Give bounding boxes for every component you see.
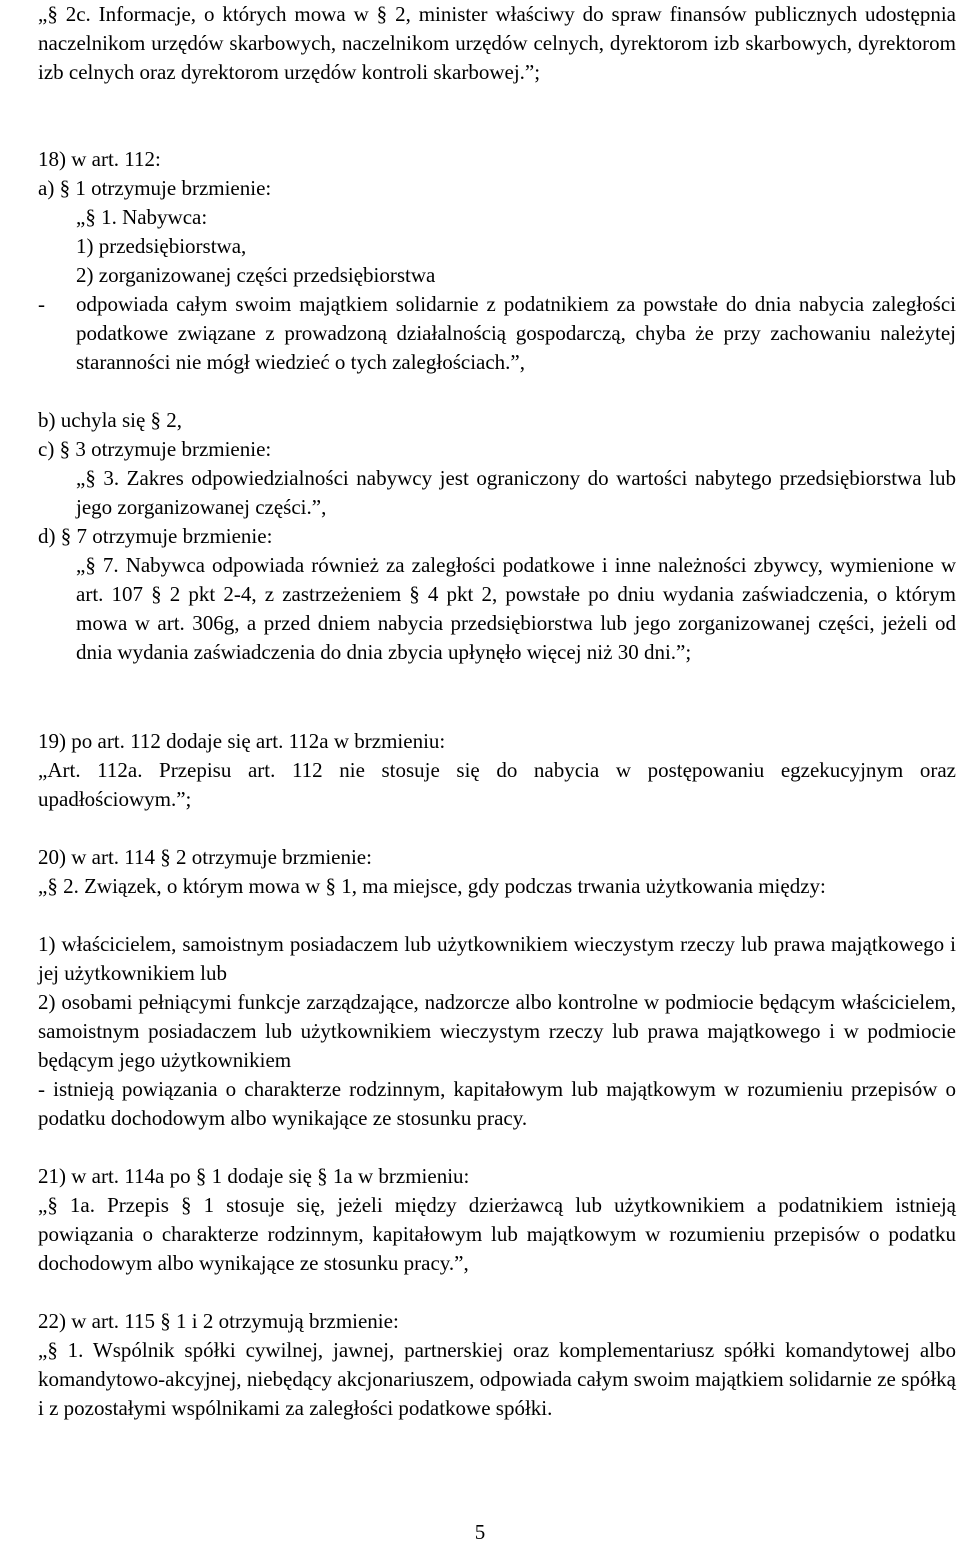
list-item-1: 1) przedsiębiorstwa,	[76, 234, 247, 258]
dash-clause-1	[38, 290, 956, 377]
dash-marker: -	[38, 292, 45, 316]
para-3-text: „§ 3. Zakres odpowiedzialności nabywcy jest ograniczony do wartości nabytego przedsiębiorstwa lub jego zorganizowanej części.”,	[76, 466, 956, 519]
dash-clause-text: odpowiada całym swoim majątkiem solidarnie z podatnikiem za powstałe do dnia nabycia zaległości podatkowe związane z prowadzoną działalnością gospodarczą, chyba że przy zachowaniu należytej staranności nie mógł wiedzieć o tych zaległościach.”,	[76, 292, 956, 374]
paragraph-2c: „§ 2c. Informacje, o których mowa w § 2, minister właściwy do spraw finansów publicznych udostępnia naczelnikom urzędów skarbowych, naczelnikom urzędów celnych, dyrektorom izb skarbowych, dyrektorom izb celnych oraz dyrektorom urzędów kontroli skarbowej.”;	[38, 2, 956, 84]
list-item-2: 2) zorganizowanej części przedsiębiorstwa	[76, 263, 436, 287]
item-18b: b) uchyla się § 2,	[38, 408, 183, 432]
para-7-text: „§ 7. Nabywca odpowiada również za zaległości podatkowe i inne należności zbywcy, wymienione w art. 107 § 2 pkt 2-4, z zastrzeżeniem § 4 pkt 2, powstałe po dniu wydania zaświadczenia, o którym mowa w art. 306g, a przed dniem nabycia przedsiębiorstwa lub jego zorganizowanej części, jeżeli od dnia wydania zaświadczenia do dnia zbycia upłynęło więcej niż 30 dni.”;	[76, 553, 956, 664]
item-21-heading: 21) w art. 114a po § 1 dodaje się § 1a w brzmieniu:	[38, 1164, 470, 1188]
item-19-heading: 19) po art. 112 dodaje się art. 112a w brzmieniu:	[38, 729, 446, 753]
zwiazek-item-1: 1) właścicielem, samoistnym posiadaczem lub użytkownikiem wieczystym rzeczy lub prawa majątkowego i jej użytkownikiem lub	[38, 932, 956, 985]
item-22-heading: 22) w art. 115 § 1 i 2 otrzymują brzmienie:	[38, 1309, 399, 1333]
zwiazek-item-2: 2) osobami pełniącymi funkcje zarządzające, nadzorcze albo kontrolne w podmiocie będącym właścicielem, samoistnym posiadaczem lub użytkownikiem wieczystym rzeczy lub prawa majątkowego i w podmiocie będącym jego użytkownikiem	[38, 990, 956, 1072]
para-1a-text: „§ 1a. Przepis § 1 stosuje się, jeżeli między dzierżawcą lub użytkownikiem a podatnikiem istnieją powiązania o charakterze rodzinnym, kapitałowym lub majątkowym w rozumieniu przepisów o podatku dochodowym albo wynikające ze stosunku pracy.”,	[38, 1193, 956, 1275]
item-18d: d) § 7 otrzymuje brzmienie:	[38, 524, 273, 548]
item-20-heading: 20) w art. 114 § 2 otrzymuje brzmienie:	[38, 845, 372, 869]
para-2-zwiazek: „§ 2. Związek, o którym mowa w § 1, ma miejsce, gdy podczas trwania użytkowania między:	[38, 874, 826, 898]
zwiazek-dash-clause: - istnieją powiązania o charakterze rodzinnym, kapitałowym lub majątkowym w rozumieniu przepisów o podatku dochodowym albo wynikające ze stosunku pracy.	[38, 1077, 956, 1130]
item-18c: c) § 3 otrzymuje brzmienie:	[38, 437, 272, 461]
art-112a-text: „Art. 112a. Przepisu art. 112 nie stosuje się do nabycia w postępowaniu egzekucyjnym oraz upadłościowym.”;	[38, 758, 956, 811]
page-number: 5	[474, 1520, 486, 1544]
item-18-heading: 18) w art. 112:	[38, 147, 161, 171]
para-1-nabywca: „§ 1. Nabywca:	[76, 205, 208, 229]
item-18a: a) § 1 otrzymuje brzmienie:	[38, 176, 272, 200]
para-1-wspolnik: „§ 1. Wspólnik spółki cywilnej, jawnej, partnerskiej oraz komplementariusz spółki komandytowej albo komandytowo-akcyjnej, niebędący akcjonariuszem, odpowiada całym swoim majątkiem solidarnie ze spółką i z pozostałymi wspólnikami za zaległości podatkowe spółki.	[38, 1338, 956, 1420]
